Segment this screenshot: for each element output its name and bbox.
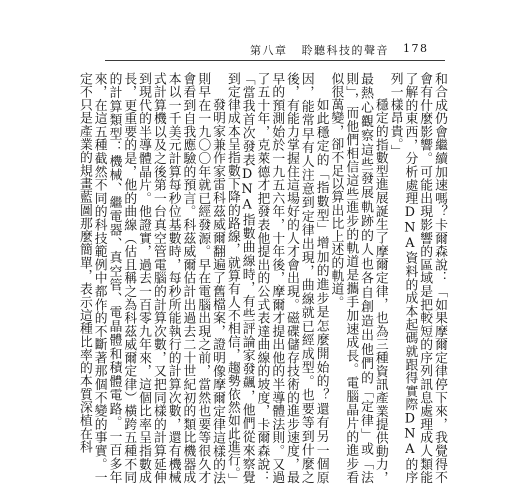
page-number: 178 — [403, 42, 429, 55]
chapter-label: 第八章 — [250, 44, 288, 57]
header-rule — [105, 60, 445, 61]
paragraph-3: 如此穩定的「指數型」增加的進步是怎麼開始的？還有另一個原因，能常早有人注意到定律出現，曲線就已經成型。也要等到什麼之後，有能力掌握住這場好的人才會出現。磁碟儲存技術的進步速度，最早的預測始於一九五六年，十年後，摩爾才提出他的半導體法則。又過了五十年，克萊德才把發表他提出的公式表達曲線的坡度，卡爾森說：「當我首次發表DNA指數曲線時，有些評論家發飆，他們從來察覺到定律成本呈指數下降的路線，就算有人不相信，趨勢依然如此進行。」 — [224, 72, 329, 487]
running-header — [250, 42, 440, 58]
paragraph-4: 發明家兼作家雷科茲威爾翻遍了舊檔案，證明像摩爾定律這樣的法則早在一九〇〇年就已經發源。早在電腦出現之前，當然也要等很久才會看到自我應驗的預言。科茲威爾估計出過去二十世紀初的類比機器成本以一千美元計算每秒位基數時，每秒所能執行的計算次數，還有機械式計算機以及之後第一台真空管電腦的計算次數，又把同樣的計算延伸到現代的半導體晶片。他證實，過去一百零九年來，這個比率呈指數成長，更重要的是，他的曲線（估且稱之為科茲威爾定律）橫跨五種不同的計算類型：機械、繼電器、真空管、電晶體和積體電路。一百多年來，在這五種截然不同的科技範例中都作的不斷著那個不變的事實。一定不只是產業的規畫藍圖那麼簡單，表示這種比率的本質深植在科 — [76, 72, 226, 484]
paragraph-1: 和合成仍會繼續加速嗎？卡爾森說：「如果摩爾定律停下來，我覺得不會有什麼影響。可能出現影響的區域是把較短的序列訊息處理成人類能了解的東西，分析處理DNA資料的成本起碼就跟得實際DNA的序列一樣昂貴。」 — [387, 72, 447, 484]
paragraph-2: 穩定的指數型進展誕生了摩爾定律，也為三種資訊產業提供動力，最熱心觀察這些發展軌跡的人也各自創造出他們的「定律」或「法則」，而他們相信這些進步的軌道是攜手加速成長。電腦晶片的進步看似很萬變，卻不足以算出比上述的軌道。 — [328, 72, 388, 484]
body-text — [76, 72, 447, 487]
chapter-title: 聆聽科技的聲音 — [301, 44, 389, 57]
